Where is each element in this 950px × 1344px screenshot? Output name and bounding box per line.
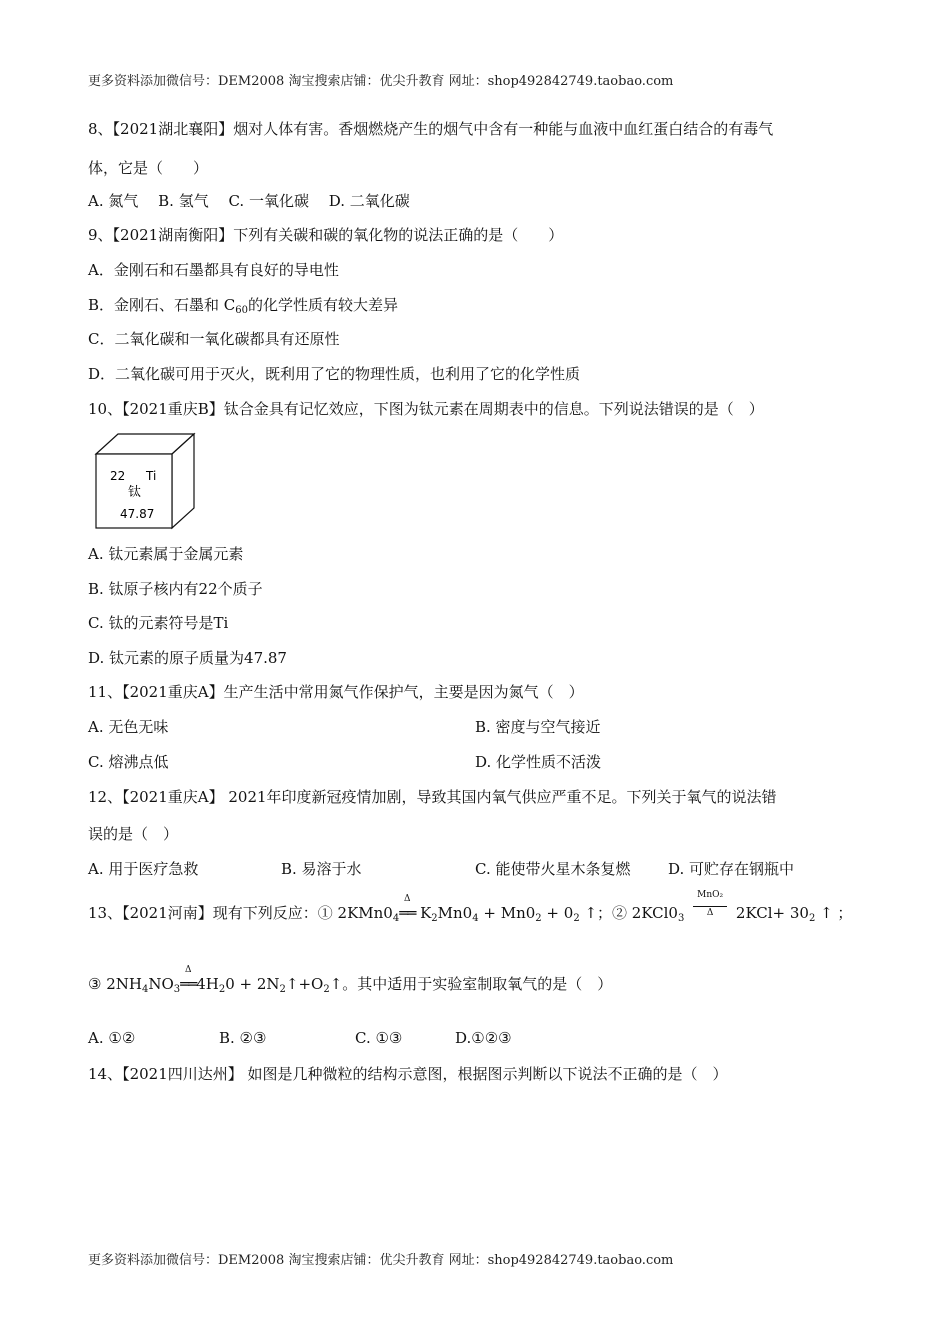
page-footer: 更多资料添加微信号：DEM2008 淘宝搜索店铺：优尖升教育 网址：shop492842749.taobao.com <box>88 1253 674 1268</box>
catalyst-label: MnO₂ <box>697 890 724 900</box>
q10-stem: 10、【2021重庆B】钛合金具有记忆效应，下图为钛元素在周期表中的信息。下列说法错误的是（ ） <box>88 400 764 418</box>
q13-pre: 13、【2021河南】现有下列反应：① 2KMn0 <box>88 904 393 922</box>
sub-2d: 2 <box>808 913 816 924</box>
q13-r1-rest: + Mn0 <box>478 904 536 922</box>
q13-reaction-line1 <box>88 890 853 924</box>
sub-2a: 2 <box>431 913 438 924</box>
q13-r3-pre: ③ 2NH <box>88 975 142 993</box>
sub-3: 3 <box>677 913 685 924</box>
element-tile-drawing <box>90 430 200 530</box>
q12-option-c: C. 能使带火星木条复燃 <box>475 860 631 878</box>
q12-option-d: D. 可贮存在钢瓶中 <box>668 860 795 878</box>
q13-option-a: A. ①② <box>88 1029 136 1047</box>
q10-option-a: A. 钛元素属于金属元素 <box>88 545 244 563</box>
q9-b-sub: 60 <box>235 305 249 316</box>
sub-4c: 4 <box>141 984 149 995</box>
q9-option-d: D．二氧化碳可用于灭火，既利用了它的物理性质，也利用了它的化学性质 <box>88 365 581 383</box>
sub-2b: 2 <box>535 913 542 924</box>
q8-stem-line2: 体，它是（ ） <box>88 159 209 177</box>
q12-option-b: B. 易溶于水 <box>281 860 362 878</box>
q12-option-a: A. 用于医疗急救 <box>88 860 199 878</box>
q13-r3-post2: 0 + 2N <box>225 975 280 993</box>
q9-b-post: 的化学性质有较大差异 <box>248 296 399 314</box>
q9-b-pre: B．金刚石、石墨和 C <box>88 296 236 314</box>
reaction-arrow-1: Δ ══ <box>399 894 416 922</box>
sub-2c: 2 <box>573 913 580 924</box>
q11-option-b: B. 密度与空气接近 <box>475 718 601 736</box>
q11-option-a: A. 无色无味 <box>88 718 169 736</box>
element-mass: 47.87 <box>120 507 155 521</box>
q11-option-c: C. 熔沸点低 <box>88 753 169 771</box>
q13-reaction-line2 <box>88 965 613 995</box>
element-tile-titanium <box>90 430 200 534</box>
q13-r1-mid: K <box>420 904 432 922</box>
q12-stem-line1: 12、【2021重庆A】 2021年印度新冠疫情加剧，导致其国内氧气供应严重不足。下列关于氧气的说法错 <box>88 788 777 806</box>
page-header: 更多资料添加微信号：DEM2008 淘宝搜索店铺：优尖升教育 网址：shop492842749.taobao.com <box>88 74 674 89</box>
element-symbol: Ti <box>146 469 157 483</box>
q13-r3-post: 4H <box>196 975 219 993</box>
q12-stem-line2: 误的是（ ） <box>88 825 179 843</box>
q13-option-c: C. ①③ <box>355 1029 403 1047</box>
q9-stem: 9、【2021湖南衡阳】下列有关碳和碳的氧化物的说法正确的是（ ） <box>88 226 564 244</box>
q14-stem: 14、【2021四川达州】 如图是几种微粒的结构示意图，根据图示判断以下说法不正确的是（ ） <box>88 1065 728 1083</box>
sub-3b: 3 <box>173 984 181 995</box>
q13-r3-post3: ↑+O <box>285 975 324 993</box>
q13-r3-mid: NO <box>148 975 174 993</box>
q13-r2-end: 2KCl+ 30 <box>735 904 809 922</box>
heat-symbol-1: Δ <box>404 894 411 904</box>
q13-r3-tail: ↑。其中适用于实验室制取氧气的是（ ） <box>329 975 613 993</box>
q8-stem-line1: 8、【2021湖北襄阳】烟对人体有害。香烟燃烧产生的烟气中含有一种能与血液中血红蛋白结合的有毒气 <box>88 120 774 138</box>
q13-r1-rest2: + 0 <box>541 904 574 922</box>
heat-symbol-3: Δ <box>184 965 192 975</box>
q8-options: A. 氮气 B. 氢气 C. 一氧化碳 D. 二氧化碳 <box>88 192 410 210</box>
q10-option-d: D. 钛元素的原子质量为47.87 <box>88 649 287 667</box>
sub-2g: 2 <box>323 984 330 995</box>
heat-symbol-2: Δ <box>706 908 714 918</box>
q13-option-d: D.①②③ <box>455 1029 512 1047</box>
q13-r2-tail: ↑ ； <box>815 904 853 922</box>
q11-stem: 11、【2021重庆A】生产生活中常用氮气作保护气，主要是因为氮气（ ） <box>88 683 584 701</box>
q9-option-c: C．二氧化碳和一氧化碳都具有还原性 <box>88 330 340 348</box>
q9-option-a: A．金刚石和石墨都具有良好的导电性 <box>88 261 339 279</box>
q11-option-d: D. 化学性质不活泼 <box>475 753 602 771</box>
q9-option-b <box>88 294 398 316</box>
sub-2e: 2 <box>218 984 226 995</box>
sub-2f: 2 <box>279 984 286 995</box>
sub-4b: 4 <box>472 913 479 924</box>
reaction-arrow-3: Δ ══ <box>180 965 197 993</box>
element-number: 22 <box>110 469 126 483</box>
q13-r1-end: ↑；② 2KCl0 <box>579 904 678 922</box>
q13-r1-mid2: Mn0 <box>437 904 473 922</box>
q10-option-c: C. 钛的元素符号是Ti <box>88 614 229 632</box>
q10-option-b: B. 钛原子核内有22个质子 <box>88 580 263 598</box>
reaction-arrow-2 <box>693 890 727 922</box>
sub-4: 4 <box>392 913 400 924</box>
q13-option-b: B. ②③ <box>219 1029 267 1047</box>
element-name: 钛 <box>128 485 142 500</box>
